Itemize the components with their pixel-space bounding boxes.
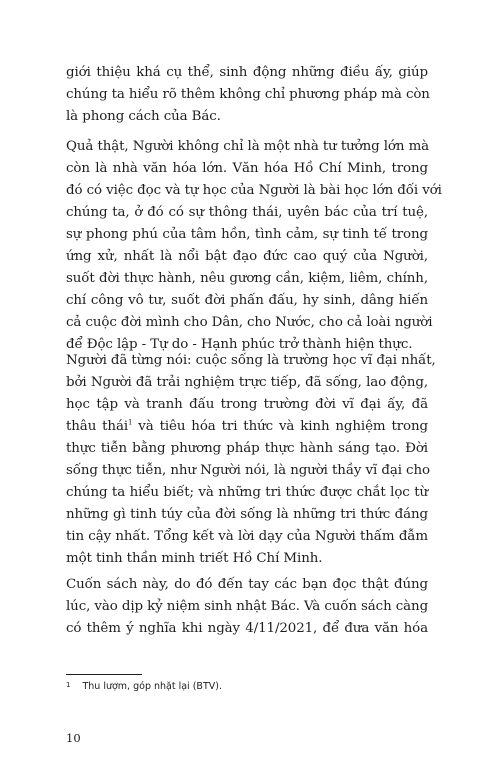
text-line: Quả thật, Người không chỉ là một nhà tư tưởng lớn mà bbox=[66, 139, 430, 154]
paragraph-2 bbox=[66, 136, 442, 356]
paragraph-4 bbox=[66, 574, 428, 640]
text-line: lúc, vào dịp kỷ niệm sinh nhật Bác. Và cuốn sách càng bbox=[66, 599, 429, 614]
text-line: ứng xử, nhất là nổi bật đạo đức cao quý của Người, bbox=[66, 249, 428, 264]
text-line: sự phong phú của tâm hồn, tình cảm, sự tinh tế trong bbox=[66, 227, 428, 242]
text-line: những gì tinh túy của đời sống là những tri thức đáng bbox=[66, 507, 428, 522]
footnote-marker[interactable]: 1 bbox=[128, 418, 133, 427]
text-line: còn là nhà văn hóa lớn. Văn hóa Hồ Chí Minh, trong bbox=[66, 161, 428, 176]
text-line: đó có việc đọc và tự học của Người là bài học lớn đối với bbox=[66, 183, 442, 198]
text-line: suốt đời thực hành, nêu gương cần, kiệm, liêm, chính, bbox=[66, 271, 428, 286]
footnote bbox=[66, 681, 428, 692]
footnote-text: Thu lượm, góp nhặt lại (BTV). bbox=[82, 681, 222, 692]
footnote-divider bbox=[66, 674, 142, 675]
text-line: có thêm ý nghĩa khi ngày 4/11/2021, để đưa văn hóa bbox=[66, 621, 428, 636]
text-line: là phong cách của Bác. bbox=[66, 109, 221, 124]
text-line: tin cậy nhất. Tổng kết và lời dạy của Người thấm đẫm bbox=[66, 529, 428, 544]
text-line: chúng ta, ở đó có sự thông thái, uyên bác của trí tuệ, bbox=[66, 205, 428, 220]
page-number: 10 bbox=[66, 731, 81, 745]
text-line: giới thiệu khá cụ thể, sinh động những điều ấy, giúp bbox=[66, 65, 428, 80]
text-line: cả cuộc đời mình cho Dân, cho Nước, cho cả loài người bbox=[66, 315, 433, 330]
text-line: sống thực tiễn, như Người nói, là người thầy vĩ đại cho bbox=[66, 463, 430, 478]
text-fragment: thâu thái bbox=[66, 419, 129, 434]
text-fragment: và tiêu hóa tri thức và kinh nghiệm trong bbox=[132, 419, 428, 434]
text-line: để Độc lập - Tự do - Hạnh phúc trở thành hiện thực. bbox=[66, 337, 413, 352]
text-line: chúng ta hiểu biết; và những tri thức được chắt lọc từ bbox=[66, 485, 428, 500]
text-line: Người đã từng nói: cuộc sống là trường học vĩ đại nhất, bbox=[66, 353, 436, 368]
paragraph-3 bbox=[66, 350, 436, 570]
text-line: bởi Người đã trải nghiệm trực tiếp, đã sống, lao động, bbox=[66, 375, 428, 390]
paragraph-1 bbox=[66, 62, 428, 128]
text-line: thực tiễn bằng phương pháp thực hành sáng tạo. Đời bbox=[66, 441, 428, 456]
text-line: học tập và tranh đấu trong trường đời vĩ đại ấy, đã bbox=[66, 397, 428, 412]
footnote-number: 1 bbox=[66, 681, 71, 689]
text-line: chí công vô tư, suốt đời phấn đấu, hy sinh, dâng hiến bbox=[66, 293, 428, 308]
text-line: chúng ta hiểu rõ thêm không chỉ phương pháp mà còn bbox=[66, 87, 430, 102]
text-line bbox=[66, 416, 428, 438]
text-line: Cuốn sách này, do đó đến tay các bạn đọc thật đúng bbox=[66, 577, 428, 592]
text-line: một tinh thần minh triết Hồ Chí Minh. bbox=[66, 551, 323, 566]
